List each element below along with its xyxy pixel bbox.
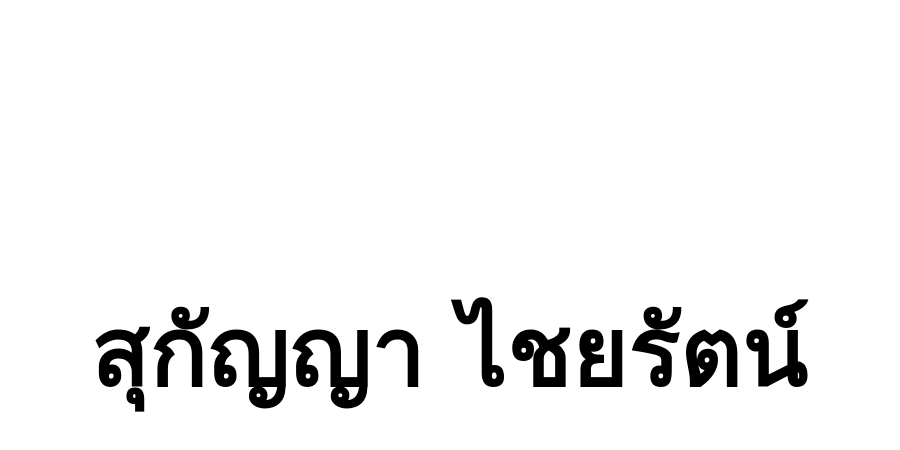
name-text: สุกัญญา ไชยรัตน์ (91, 295, 809, 408)
